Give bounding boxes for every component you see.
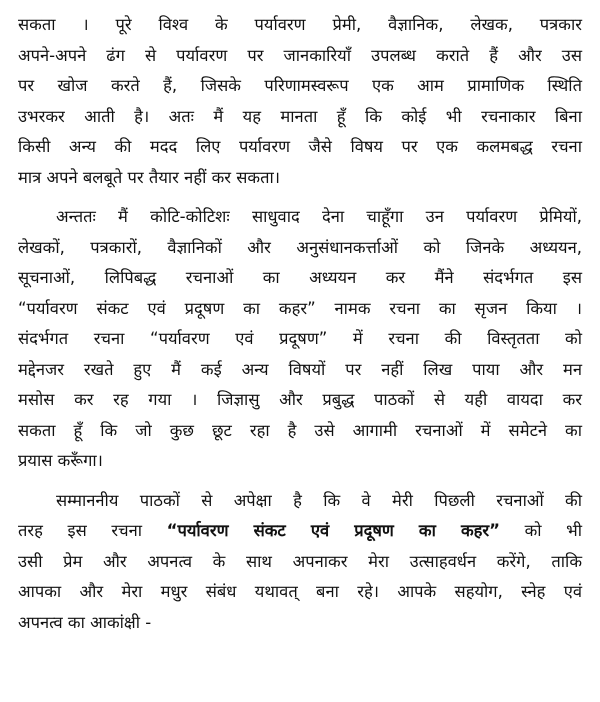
text-line: उभरकर आती है। अतः मैं यह मानता हूँ कि कोई भी रचनाकार बिना bbox=[18, 106, 582, 126]
text-line: किसी अन्य की मदद लिए पर्यावरण जैसे विषय पर एक कलमबद्ध रचना bbox=[18, 137, 582, 156]
text-line: लेखकों, पत्रकारों, वैज्ञानिकों और अनुसंधानकर्त्ताओं को जिनके अध्ययन, bbox=[18, 237, 582, 257]
text-line: उसी प्रेम और अपनत्व के साथ अपनाकर मेरा उत्साहवर्धन करेंगे, ताकि bbox=[18, 551, 582, 571]
text-line: मद्देनजर रखते हुए मैं कई अन्य विषयों पर नहीं लिख पाया और मन bbox=[18, 359, 582, 379]
text-line: सूचनाओं, लिपिबद्ध रचनाओं का अध्ययन कर मैंने संदर्भगत इस bbox=[18, 268, 582, 287]
paragraph-1 bbox=[18, 10, 582, 193]
text-segment: तरह इस रचना bbox=[18, 521, 143, 540]
text-line: मसोस कर रह गया । जिज्ञासु और प्रबुद्ध पाठकों से यही वायदा कर bbox=[18, 390, 582, 409]
text-line-with-title bbox=[18, 516, 582, 547]
text-line: सम्माननीय पाठकों से अपेक्षा है कि वे मेरी पिछली रचनाओं की bbox=[56, 490, 582, 510]
text-line: अन्ततः मैं कोटि-कोटिशः साधुवाद देना चाहूँगा उन पर्यावरण प्रेमियों, bbox=[56, 207, 582, 226]
text-line: संदर्भगत रचना “पर्यावरण एवं प्रदूषण” में रचना की विस्तृतता को bbox=[18, 329, 582, 348]
text-line: अपने-अपने ढंग से पर्यावरण पर जानकारियाँ उपलब्ध कराते हैं और उस bbox=[18, 45, 582, 65]
text-line: प्रयास करूँगा। bbox=[18, 451, 103, 470]
text-line: सकता हूँ कि जो कुछ छूट रहा है उसे आगामी रचनाओं में समेटने का bbox=[18, 420, 582, 440]
paragraph-2 bbox=[18, 202, 582, 477]
paragraph-3 bbox=[18, 486, 582, 639]
text-line: आपका और मेरा मधुर संबंध यथावत् बना रहे। आपके सहयोग, स्नेह एवं bbox=[18, 582, 582, 601]
text-line: सकता । पूरे विश्व के पर्यावरण प्रेमी, वैज्ञानिक, लेखक, पत्रकार bbox=[18, 15, 582, 34]
book-title-bold: “पर्यावरण संकट एवं प्रदूषण का कहर” bbox=[166, 521, 500, 540]
text-line: अपनत्व का आकांक्षी - bbox=[18, 612, 152, 632]
text-line: पर खोज करते हैं, जिसके परिणामस्वरूप एक आम प्रामाणिक स्थिति bbox=[18, 76, 582, 95]
text-segment: को भी bbox=[524, 521, 582, 540]
text-line: “पर्यावरण संकट एवं प्रदूषण का कहर” नामक रचना का सृजन किया । bbox=[18, 298, 582, 318]
text-line: मात्र अपने बलबूते पर तैयार नहीं कर सकता। bbox=[18, 167, 281, 187]
